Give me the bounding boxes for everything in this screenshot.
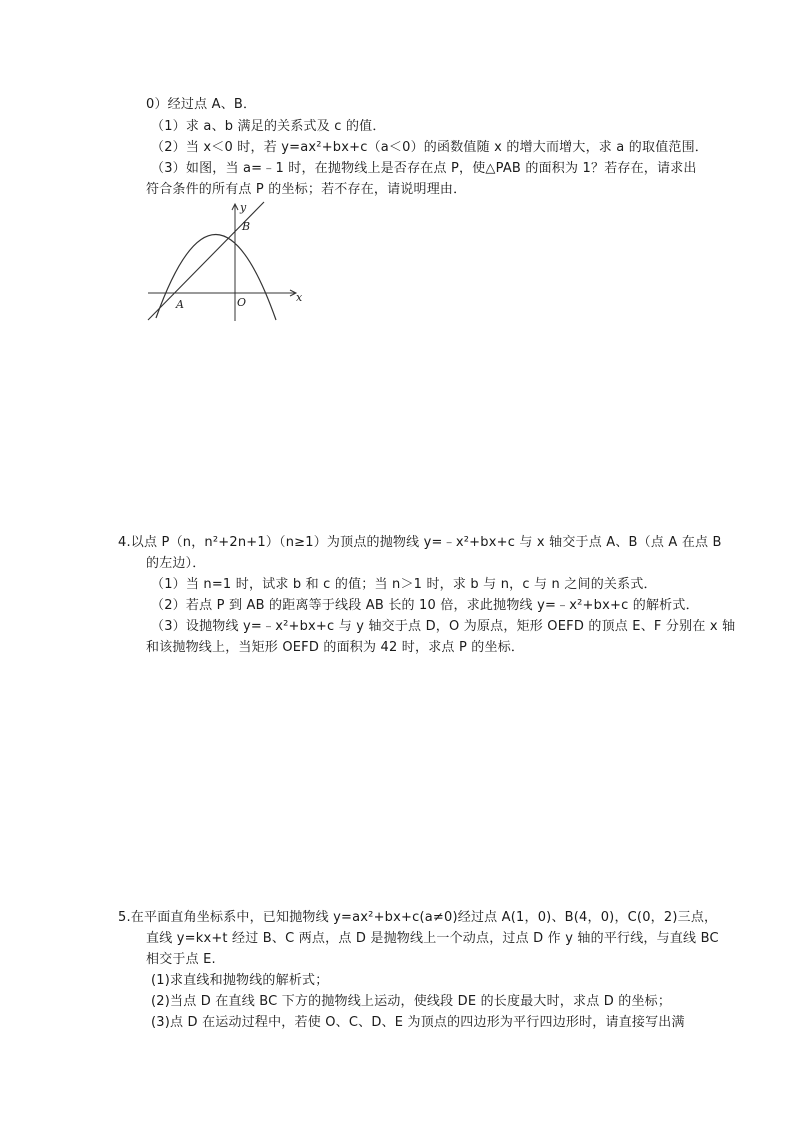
- q3-part-1: （1）求 a、b 满足的关系式及 c 的值．: [151, 119, 386, 134]
- q5-part-2: (2)当点 D 在直线 BC 下方的抛物线上运动，使线段 DE 的长度最大时，求点 D 的坐标；: [151, 994, 672, 1009]
- q3-line-1: 0）经过点 A、B．: [146, 97, 257, 112]
- q4-part-3-cont: 和该抛物线上，当矩形 OEFD 的面积为 42 时，求点 P 的坐标．: [146, 640, 525, 655]
- origin-label: O: [237, 296, 247, 309]
- point-a-label: A: [176, 298, 184, 311]
- q4-part-3: （3）设抛物线 y=﹣x²+bx+c 与 y 轴交于点 D，O 为原点，矩形 OEFD 的顶点 E、F 分别在 x 轴: [151, 619, 736, 634]
- q5-line-1: 5.在平面直角坐标系中，已知抛物线 y=ax²+bx+c(a≠0)经过点 A(1，0)、B(4，0)，C(0，2)三点，: [118, 910, 718, 925]
- q4-part-1: （1）当 n=1 时，试求 b 和 c 的值；当 n＞1 时，求 b 与 n，c 与 n 之间的关系式．: [151, 577, 657, 592]
- q5-part-1: (1)求直线和抛物线的解析式；: [151, 973, 329, 988]
- parabola-curve: [156, 234, 276, 320]
- q5-part-3: (3)点 D 在运动过程中，若使 O、C、D、E 为顶点的四边形为平行四边形时，请直接写出满: [151, 1015, 685, 1030]
- parabola-diagram: [146, 200, 306, 322]
- q5-line-3: 相交于点 E.: [146, 952, 216, 967]
- q3-part-2: （2）当 x＜0 时，若 y=ax²+bx+c（a＜0）的函数值随 x 的增大而增大，求 a 的取值范围．: [151, 140, 708, 155]
- q3-part-3-cont: 符合条件的所有点 P 的坐标；若不存在，请说明理由．: [146, 182, 467, 197]
- y-axis-label: y: [240, 201, 247, 214]
- x-axis-label: x: [296, 291, 303, 304]
- q4-part-2: （2）若点 P 到 AB 的距离等于线段 AB 长的 10 倍，求此抛物线 y=﹣x²+bx+c 的解析式．: [151, 598, 699, 613]
- q4-line-2: 的左边）．: [146, 556, 206, 571]
- q4-line-1: 4.以点 P（n，n²+2n+1）（n≥1）为顶点的抛物线 y=﹣x²+bx+c 与 x 轴交于点 A、B（点 A 在点 B: [118, 535, 722, 550]
- q3-part-3: （3）如图，当 a=﹣1 时，在抛物线上是否存在点 P，使△PAB 的面积为 1？若存在，请求出: [151, 161, 697, 176]
- point-b-label: B: [242, 220, 251, 233]
- q5-line-2: 直线 y=kx+t 经过 B、C 两点，点 D 是抛物线上一个动点，过点 D 作 y 轴的平行线，与直线 BC: [146, 931, 719, 946]
- parabola-figure: [146, 200, 306, 322]
